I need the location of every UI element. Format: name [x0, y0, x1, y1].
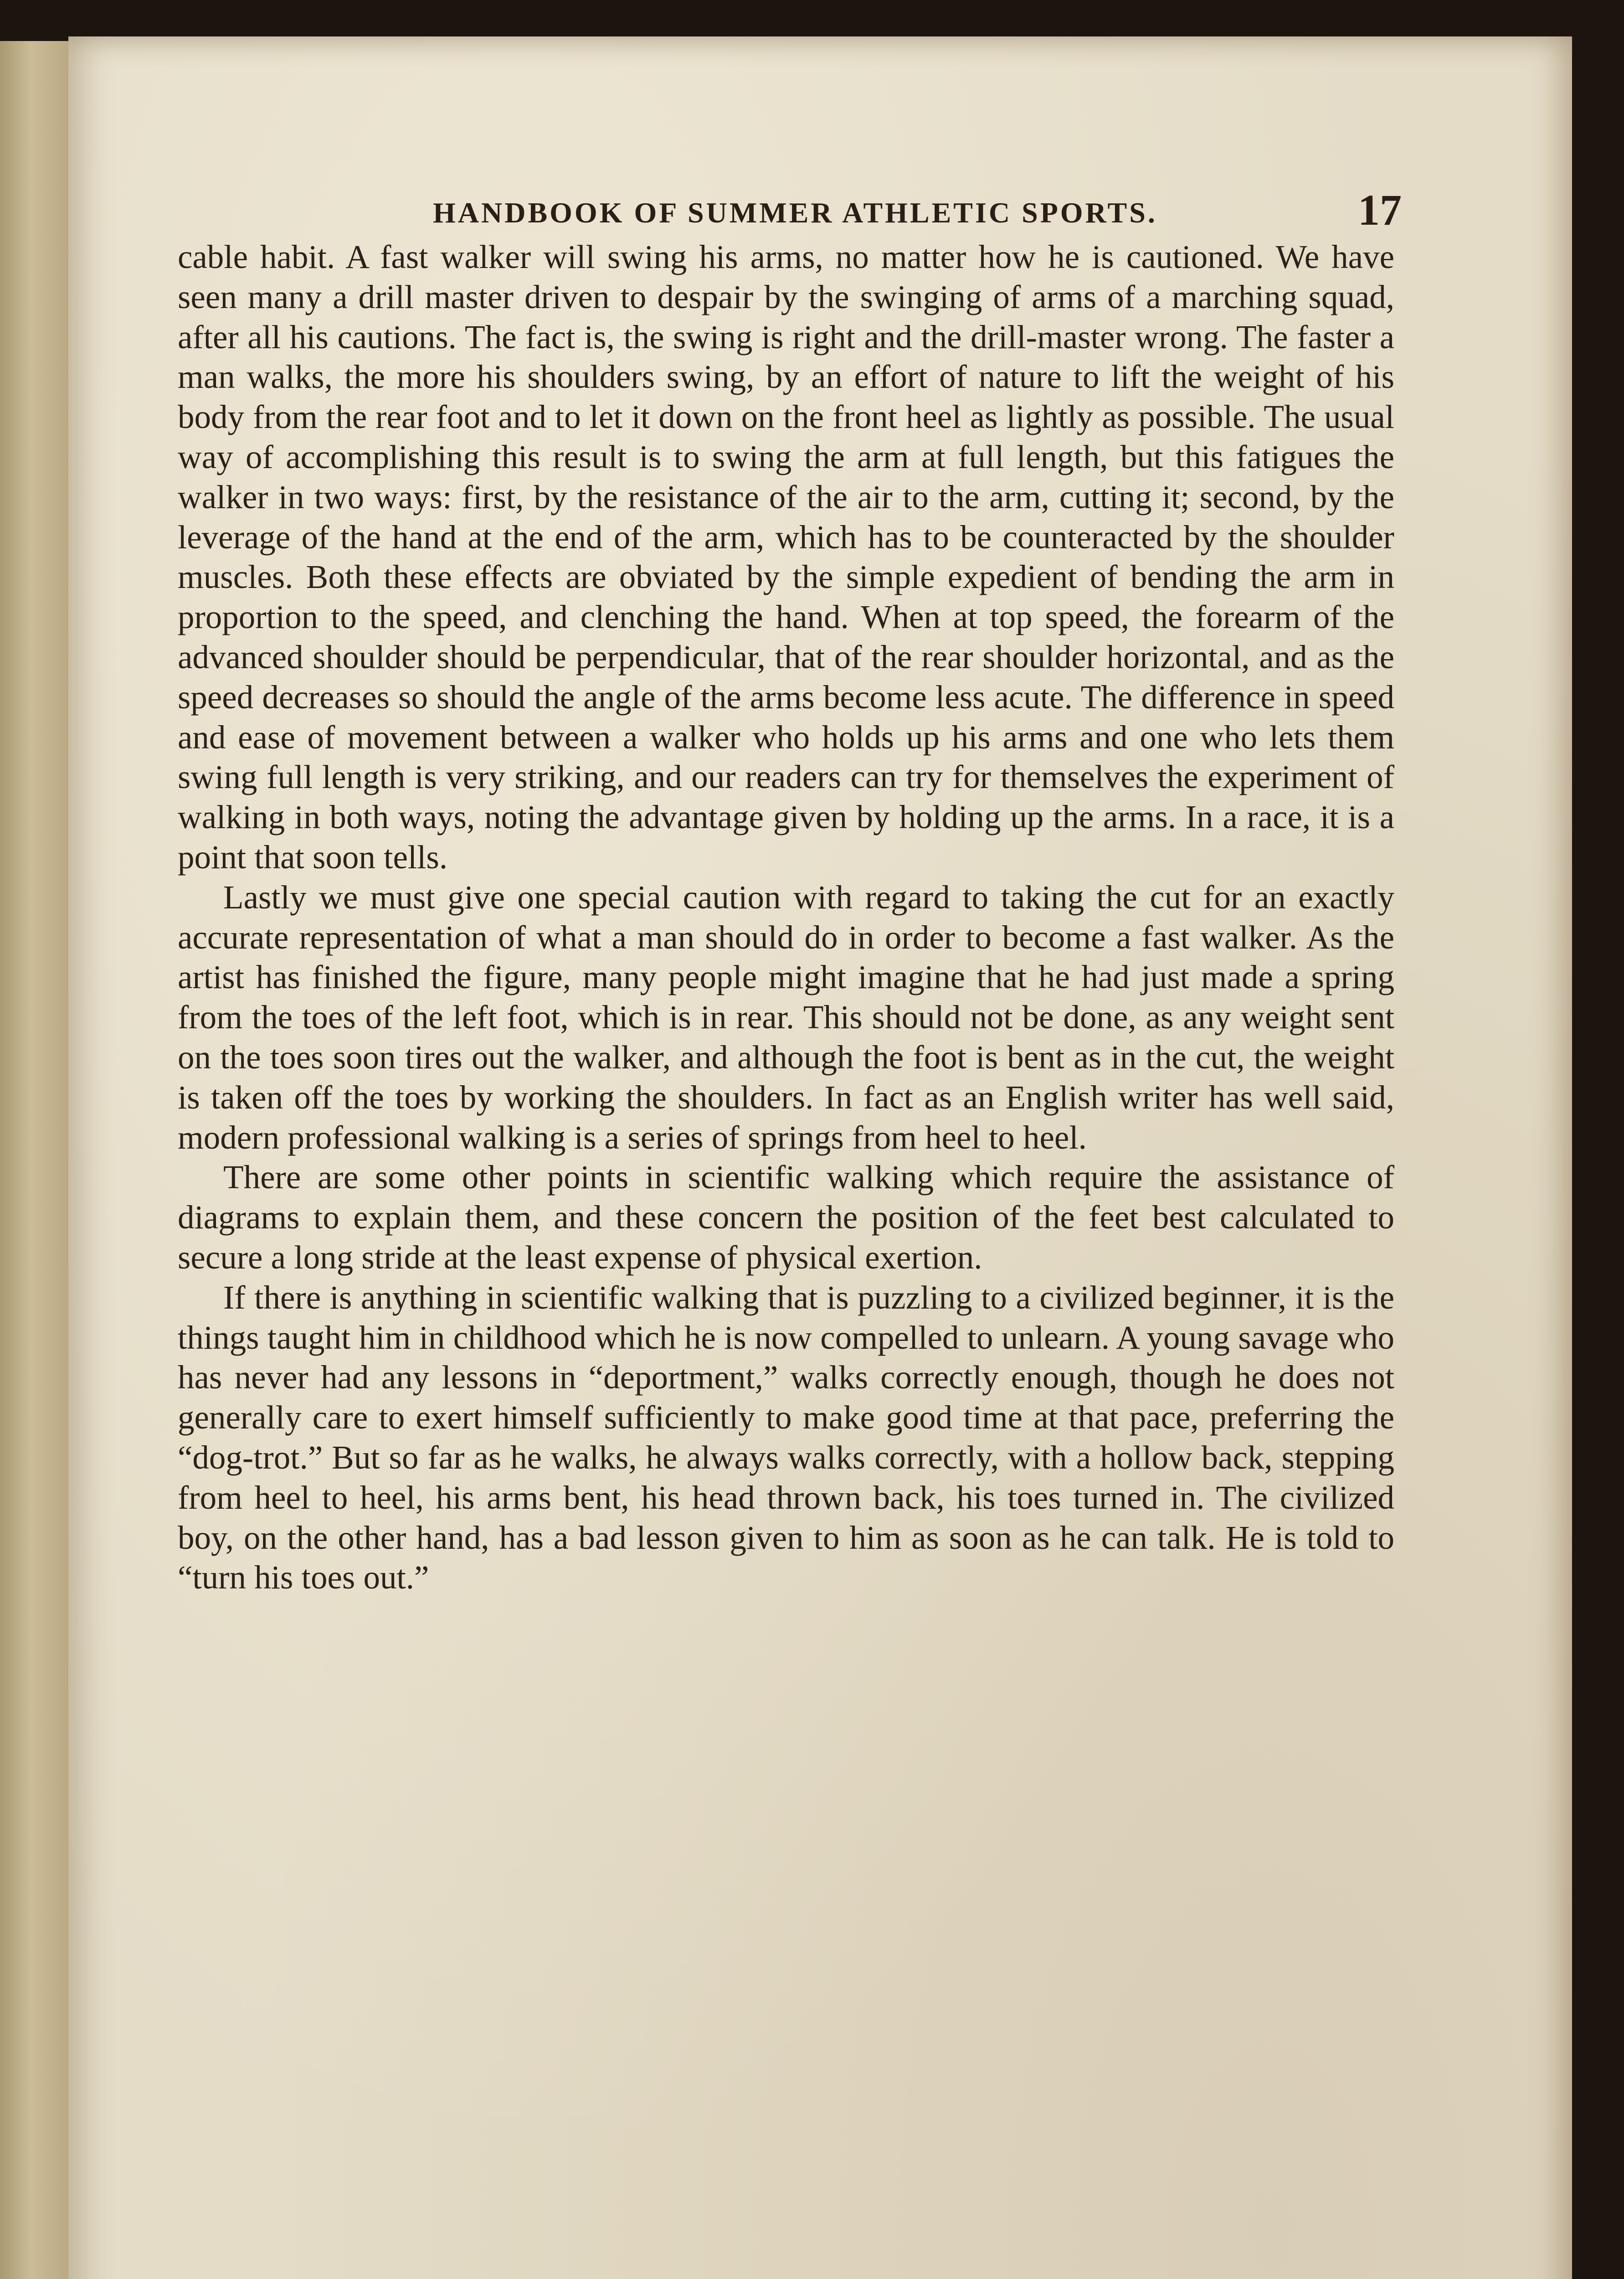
paragraph-2: Lastly we must give one special caution with regard to taking the cut for an exactly accurate representation of what a man should do in order to become a fast walker. As the artist has finished the figure, many people might imagine that he had just made a spring from the toes of the left foot, which is in rear. This should not be done, as any weight sent on the toes soon tires out the walker, and although the foot is bent as in the cut, the weight is taken off the toes by working the shoulders. In fact as an English writer has well said, modern professional walking is a series of springs from heel to heel. — [178, 878, 1394, 1156]
page-number: 17 — [1358, 186, 1402, 234]
running-title: HANDBOOK OF SUMMER ATHLETIC SPORTS. — [433, 196, 1157, 229]
body-text — [178, 237, 1394, 2279]
page-header — [68, 164, 1458, 232]
paragraph-1: cable habit. A fast walker will swing his arms, no matter how he is cautioned. We have seen many a drill master driven to despair by the swinging of arms of a marching squad, after all his cautions. The fact is, the swing is right and the drill-master wrong. The faster a man walks, the more his shoulders swing, by an effort of nature to lift the weight of his body from the rear foot and to let it down on the front heel as lightly as possible. The usual way of accomplishing this result is to swing the arm at full length, but this fatigues the walker in two ways: first, by the resistance of the air to the arm, cutting it; second, by the leverage of the hand at the end of the arm, which has to be counteracted by the shoulder muscles. Both these effects are obviated by the simple expedient of bending the arm in proportion to the speed, and clenching the hand. When at top speed, the forearm of the advanced shoulder should be perpendicular, that of the rear shoulder horizontal, and as the speed decreases so should the angle of the arms become less acute. The difference in speed and ease of movement between a walker who holds up his arms and one who lets them swing full length is very striking, and our readers can try for themselves the experiment of walking in both ways, noting the advantage given by holding up the arms. In a race, it is a point that soon tells. — [178, 238, 1394, 876]
paragraph-3: There are some other points in scientific walking which require the assistance of diagrams to explain them, and these concern the position of the feet best calculated to secure a long stride at the least expense of physical exertion. — [178, 1159, 1394, 1276]
paragraph-4: If there is anything in scientific walking that is puzzling to a civilized beginner, it is the things taught him in childhood which he is now compelled to unlearn. A young savage who has never had any lessons in “deportment,” walks correctly enough, though he does not generally care to exert himself sufficiently to make good time at that pace, preferring the “dog-trot.” But so far as he walks, he always walks correctly, with a hollow back, stepping from heel to heel, his arms bent, his head thrown back, his toes turned in. The civilized boy, on the other hand, has a bad lesson given to him as soon as he can talk. He is told to “turn his toes out.” — [178, 1279, 1394, 1596]
book-spine-edge — [0, 41, 77, 2279]
